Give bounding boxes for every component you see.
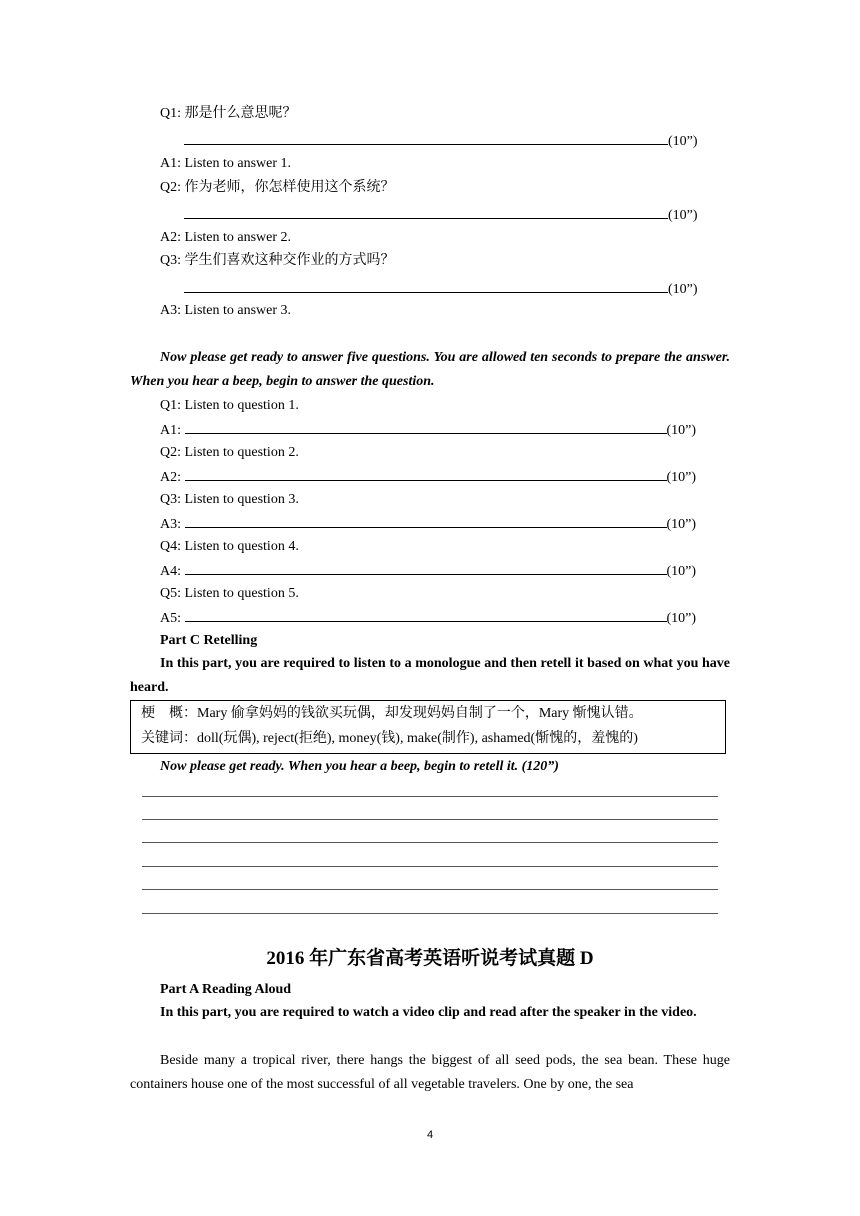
- answer-label: A3:: [160, 517, 181, 532]
- exam-title: 2016 年广东省高考英语听说考试真题 D: [266, 948, 594, 969]
- five-questions-instruction: Now please get ready to answer five questions. You are allowed ten seconds to prepare the answer. When you hear a beep, begin to answer the question.: [130, 350, 730, 389]
- part-a-instruction: In this part, you are required to watch a video clip and read after the speaker in the video.: [160, 1005, 697, 1020]
- answer-row-2[interactable]: [160, 467, 696, 487]
- writing-line[interactable]: [142, 842, 718, 843]
- keywords-text: 关键词：doll(玩偶), reject(拒绝), money(钱), make(制作), ashamed(惭愧的，羞愧的): [141, 731, 638, 746]
- time-limit: (10”): [666, 470, 697, 485]
- chinese-question-2: Q2: 作为老师，你怎样使用这个系统？: [160, 180, 395, 195]
- chinese-question-1: Q1: 那是什么意思呢？: [160, 106, 297, 121]
- question-3: Q3: Listen to question 3.: [160, 492, 299, 507]
- answer-label: A1:: [160, 423, 181, 438]
- page-number: 4: [426, 1129, 434, 1141]
- writing-line[interactable]: [142, 889, 718, 890]
- writing-line[interactable]: [142, 913, 718, 914]
- time-limit: (10”): [666, 611, 697, 626]
- time-limit: (10”): [668, 208, 698, 223]
- answer-row-3[interactable]: [160, 514, 696, 534]
- retell-ready-instruction: Now please get ready. When you hear a beep, begin to retell it. (120”): [160, 759, 559, 774]
- answer-line-2[interactable]: [184, 205, 698, 225]
- time-limit: (10”): [666, 423, 697, 438]
- answer-label: A4:: [160, 564, 181, 579]
- answer-blank[interactable]: [184, 131, 668, 145]
- answer-row-4[interactable]: [160, 561, 696, 581]
- question-1: Q1: Listen to question 1.: [160, 398, 299, 413]
- time-limit: (10”): [666, 564, 697, 579]
- question-5: Q5: Listen to question 5.: [160, 586, 299, 601]
- answer-line-1[interactable]: [184, 131, 698, 151]
- time-limit: (10”): [668, 134, 698, 149]
- summary-box: [130, 700, 726, 754]
- answer-blank[interactable]: [185, 514, 667, 528]
- answer-blank[interactable]: [184, 205, 668, 219]
- reading-passage: Beside many a tropical river, there hangs the biggest of all seed pods, the sea bean. These huge containers house one of the most successful of all vegetable travelers. One by one, the sea: [130, 1053, 730, 1092]
- part-c-heading: Part C Retelling: [160, 633, 258, 648]
- answer-label: A2:: [160, 470, 181, 485]
- answer-label: A5:: [160, 611, 181, 626]
- writing-line[interactable]: [142, 796, 718, 797]
- answer-blank[interactable]: [185, 561, 667, 575]
- answer-row-1[interactable]: [160, 420, 696, 440]
- time-limit: (10”): [668, 282, 698, 297]
- writing-line[interactable]: [142, 866, 718, 867]
- answer-blank[interactable]: [184, 279, 668, 293]
- answer-blank[interactable]: [185, 420, 667, 434]
- listen-answer-3: A3: Listen to answer 3.: [160, 303, 292, 318]
- question-4: Q4: Listen to question 4.: [160, 539, 299, 554]
- time-limit: (10”): [666, 517, 697, 532]
- answer-blank[interactable]: [185, 467, 667, 481]
- writing-line[interactable]: [142, 819, 718, 820]
- answer-blank[interactable]: [185, 608, 667, 622]
- answer-row-5[interactable]: [160, 608, 696, 628]
- listen-answer-1: A1: Listen to answer 1.: [160, 156, 292, 171]
- part-c-instruction: In this part, you are required to listen to a monologue and then retell it based on what you have heard.: [130, 656, 730, 695]
- summary-text: 梗 概：Mary 偷拿妈妈的钱欲买玩偶，却发现妈妈自制了一个，Mary 惭愧认错。: [141, 706, 643, 721]
- chinese-question-3: Q3: 学生们喜欢这种交作业的方式吗？: [160, 253, 395, 268]
- listen-answer-2: A2: Listen to answer 2.: [160, 230, 292, 245]
- answer-line-3[interactable]: [184, 279, 698, 299]
- part-a-heading: Part A Reading Aloud: [160, 982, 292, 997]
- question-2: Q2: Listen to question 2.: [160, 445, 299, 460]
